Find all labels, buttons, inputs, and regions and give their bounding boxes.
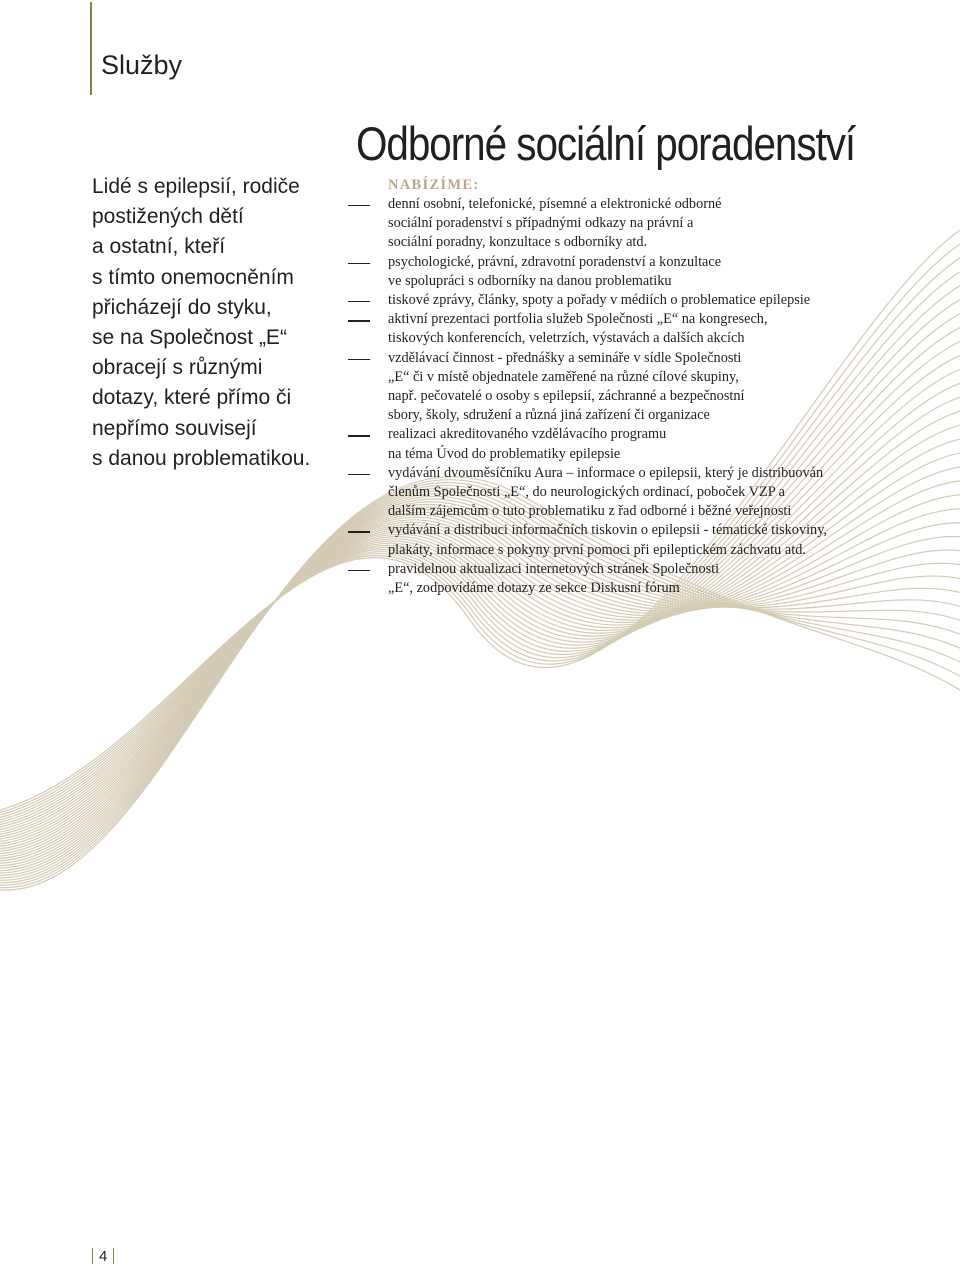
section-title: Služby [101, 50, 183, 80]
sidebar-intro [92, 172, 342, 474]
sidebar-line: a ostatní, kteří [92, 235, 226, 259]
list-item-line: psychologické, právní, zdravotní poradenství a konzultace [388, 253, 722, 270]
dash-icon [348, 531, 370, 532]
list-item-line: členům Společnosti „E“, do neurologických ordinací, poboček VZP a [388, 484, 786, 501]
list-item [348, 521, 908, 559]
list-item-line: vzdělávací činnost - přednášky a semináře v sídle Společnosti [388, 349, 742, 366]
list-item-line: vydávání a distribuci informačních tiskovin o epilepsii - tématické tiskoviny, [388, 522, 828, 539]
dash-icon [348, 570, 370, 571]
sidebar-line: nepřímo souvisejí [92, 416, 257, 440]
sidebar-line: se na Společnost „E“ [92, 326, 287, 350]
dash-icon [348, 435, 370, 436]
sidebar-line: dotazy, které přímo či [92, 386, 292, 410]
list-item-line: sociální poradenství s případnými odkazy na právní a [388, 215, 694, 232]
dash-icon [348, 205, 370, 206]
list-item-line: plakáty, informace s pokyny první pomoci při epileptickém záchvatu atd. [388, 541, 806, 558]
dash-icon [348, 301, 370, 302]
header-rule [90, 2, 92, 95]
list-item-line: např. pečovatelé o osoby s epilepsií, záchranné a bezpečnostní [388, 388, 745, 405]
sidebar-line: obracejí s různými [92, 356, 263, 380]
dash-icon [348, 320, 370, 321]
list-item [348, 464, 908, 522]
page-number-value: 4 [99, 1247, 108, 1265]
list-item [348, 291, 908, 310]
list-item-line: „E“, zodpovídáme dotazy ze sekce Diskusní fórum [388, 580, 680, 597]
list-item-line: „E“ či v místě objednatele zaměřené na různé cílové skupiny, [388, 368, 739, 385]
list-item-line: vydávání dvouměsíčníku Aura – informace o epilepsii, který je distribuován [388, 464, 824, 481]
list-item-line: ve spolupráci s odborníky na danou problematiku [388, 272, 672, 289]
list-item-line: denní osobní, telefonické, písemné a elektronické odborné [388, 196, 722, 212]
sidebar-line: Lidé s epilepsií, rodiče [92, 175, 300, 198]
sidebar-line: s tímto onemocněním [92, 265, 294, 289]
list-item [348, 560, 908, 598]
sidebar-line: postižených dětí [92, 205, 244, 229]
dash-icon [348, 474, 370, 475]
list-item-line: na téma Úvod do problematiky epilepsie [388, 445, 621, 462]
sidebar-line: přicházejí do styku, [92, 295, 272, 319]
list-item-line: tiskových konferencích, veletrzích, výstavách a dalších akcích [388, 330, 745, 347]
list-item-line: realizaci akreditovaného vzdělávacího programu [388, 426, 667, 443]
list-item-line: sbory, školy, sdružení a různá jiná zařízení či organizace [388, 407, 710, 424]
list-item-line: pravidelnou aktualizaci internetových stránek Společnosti [388, 560, 720, 577]
page-number [92, 1247, 114, 1265]
list-item [348, 310, 908, 348]
list-item-line: aktivní prezentaci portfolia služeb Společnosti „E“ na kongresech, [388, 311, 768, 328]
offer-heading: NABÍZÍME: [388, 177, 480, 193]
list-item-line: dalším zájemcům o tuto problematiku z řad odborné i běžné veřejnosti [388, 503, 792, 520]
list-item [348, 349, 908, 426]
page-title: Odborné sociální poradenství [356, 117, 856, 170]
list-item-line: sociální poradny, konzultace s odborníky atd. [388, 234, 648, 251]
list-item-line: tiskové zprávy, články, spoty a pořady v médiích o problematice epilepsie [388, 292, 811, 309]
list-item [348, 195, 908, 253]
sidebar-line: s danou problematikou. [92, 446, 311, 470]
list-item [348, 425, 908, 463]
services-list [348, 195, 908, 598]
dash-icon [348, 263, 370, 264]
dash-icon [348, 359, 370, 360]
list-item [348, 253, 908, 291]
page-number-rule [113, 1248, 114, 1264]
